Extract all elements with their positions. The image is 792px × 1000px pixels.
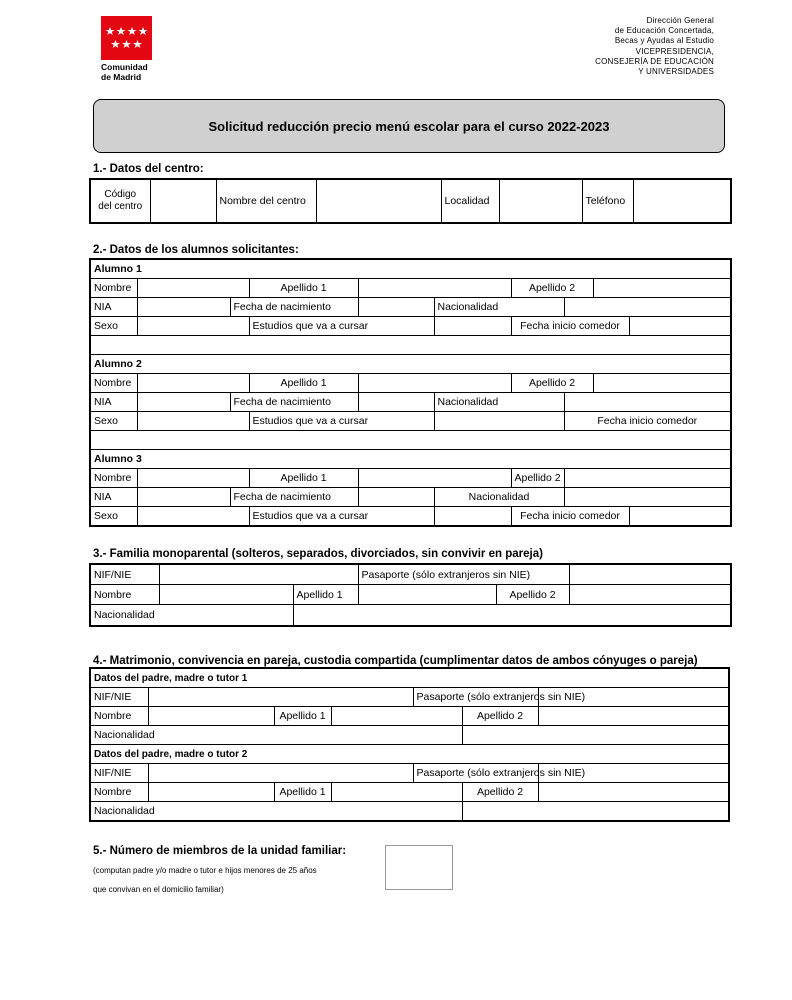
apellido1-label: Apellido 1 (293, 585, 358, 605)
nombre-field[interactable] (159, 585, 293, 605)
tutor-2-header: Datos del padre, madre o tutor 2 (90, 745, 729, 764)
section-3-title: 3.- Familia monoparental (solteros, separados, divorciados, sin convivir en pareja) (93, 548, 543, 560)
spacer-row (90, 336, 731, 355)
fecha-comedor-label: Fecha inicio comedor (564, 412, 731, 431)
nia-field[interactable] (137, 488, 230, 507)
apellido1-field[interactable] (358, 469, 511, 488)
apellido2-label: Apellido 2 (462, 707, 538, 726)
apellido1-field[interactable] (331, 707, 462, 726)
nacionalidad-field[interactable] (564, 488, 731, 507)
apellido2-label: Apellido 2 (511, 279, 593, 298)
monoparental-table (89, 563, 732, 627)
nia-label: NIA (90, 393, 137, 412)
logo-text (101, 62, 148, 82)
estudios-label: Estudios que va a cursar (249, 412, 434, 431)
alumno-2-header: Alumno 2 (90, 355, 731, 374)
pasaporte-label: Pasaporte (sólo extranjeros sin NIE) (358, 564, 569, 585)
localidad-field[interactable] (499, 179, 582, 223)
alumno-1-header: Alumno 1 (90, 259, 731, 279)
org-line: VICEPRESIDENCIA, (635, 46, 714, 56)
localidad-label: Localidad (441, 179, 499, 223)
nombre-field[interactable] (137, 469, 249, 488)
apellido2-field[interactable] (538, 707, 729, 726)
apellido2-label: Apellido 2 (462, 783, 538, 802)
estudios-field[interactable] (434, 317, 511, 336)
nacionalidad-field[interactable] (462, 726, 729, 745)
sexo-label: Sexo (90, 507, 137, 527)
apellido1-label: Apellido 1 (249, 374, 358, 393)
sexo-field[interactable] (137, 317, 249, 336)
nombre-centro-field[interactable] (316, 179, 441, 223)
nacionalidad-label: Nacionalidad (90, 802, 462, 822)
nif-field[interactable] (148, 688, 413, 707)
fecha-comedor-label: Fecha inicio comedor (511, 317, 629, 336)
estudios-field[interactable] (434, 412, 564, 431)
nia-field[interactable] (137, 298, 230, 317)
logo-flag (101, 16, 152, 60)
alumno-3-header: Alumno 3 (90, 450, 731, 469)
sexo-field[interactable] (137, 507, 249, 527)
section-2-title: 2.- Datos de los alumnos solicitantes: (93, 244, 299, 256)
fecha-nacimiento-field[interactable] (358, 488, 434, 507)
logo-line-2: de Madrid (101, 72, 142, 82)
miembros-unidad-familiar-field[interactable] (385, 845, 453, 890)
apellido2-field[interactable] (569, 585, 731, 605)
pasaporte-label: Pasaporte (sólo extranjeros sin NIE) (413, 688, 538, 707)
org-line: CONSEJERÍA DE EDUCACIÓN (595, 56, 714, 66)
nombre-field[interactable] (137, 374, 249, 393)
org-line: Dirección General (646, 16, 714, 25)
estudios-label: Estudios que va a cursar (249, 507, 434, 527)
apellido1-label: Apellido 1 (274, 783, 331, 802)
apellido2-label: Apellido 2 (496, 585, 569, 605)
pasaporte-label: Pasaporte (sólo extranjeros sin NIE) (413, 764, 538, 783)
sexo-label: Sexo (90, 317, 137, 336)
org-line: Becas y Ayudas al Estudio (614, 36, 714, 46)
form-title: Solicitud reducción precio menú escolar para el curso 2022-2023 (93, 99, 725, 153)
nombre-centro-label: Nombre del centro (216, 179, 316, 223)
centro-table (89, 178, 732, 224)
nombre-label: Nombre (90, 279, 137, 298)
fecha-comedor-field[interactable] (629, 507, 731, 527)
alumnos-table (89, 258, 732, 527)
nacionalidad-field[interactable] (564, 393, 731, 412)
fecha-comedor-label: Fecha inicio comedor (511, 507, 629, 527)
sexo-field[interactable] (137, 412, 249, 431)
nombre-field[interactable] (137, 279, 249, 298)
codigo-centro-field[interactable] (150, 179, 216, 223)
apellido1-field[interactable] (358, 279, 511, 298)
apellido1-label: Apellido 1 (274, 707, 331, 726)
note-line-2: que convivan en el domicilio familiar) (93, 885, 224, 894)
logo-line-1: Comunidad (101, 62, 148, 72)
organization-header (595, 16, 714, 77)
nacionalidad-label: Nacionalidad (434, 488, 564, 507)
nacionalidad-field[interactable] (462, 802, 729, 822)
fecha-nacimiento-label: Fecha de nacimiento (230, 488, 358, 507)
nombre-field[interactable] (148, 783, 274, 802)
telefono-field[interactable] (633, 179, 731, 223)
fecha-nacimiento-label: Fecha de nacimiento (230, 393, 358, 412)
nif-label: NIF/NIE (90, 764, 148, 783)
section-5-note (93, 861, 317, 899)
fecha-nacimiento-field[interactable] (358, 393, 434, 412)
apellido1-field[interactable] (358, 374, 511, 393)
estudios-label: Estudios que va a cursar (249, 317, 434, 336)
pasaporte-field[interactable] (569, 564, 731, 585)
nombre-label: Nombre (90, 783, 148, 802)
tutor-1-header: Datos del padre, madre o tutor 1 (90, 668, 729, 688)
nif-field[interactable] (159, 564, 358, 585)
note-line-1: (computan padre y/o madre o tutor e hijos menores de 25 años (93, 866, 317, 875)
apellido2-field[interactable] (538, 783, 729, 802)
nombre-label: Nombre (90, 374, 137, 393)
apellido1-label: Apellido 1 (249, 469, 358, 488)
fecha-nacimiento-label: Fecha de nacimiento (230, 298, 358, 317)
nombre-label: Nombre (90, 469, 137, 488)
apellido1-field[interactable] (331, 783, 462, 802)
matrimonio-table (89, 667, 730, 822)
fecha-nacimiento-field[interactable] (358, 298, 434, 317)
apellido2-field[interactable] (593, 374, 731, 393)
nacionalidad-field[interactable] (293, 605, 731, 627)
sexo-label: Sexo (90, 412, 137, 431)
nia-label: NIA (90, 298, 137, 317)
spacer-row (90, 431, 731, 450)
apellido2-label: Apellido 2 (511, 469, 564, 488)
nacionalidad-field[interactable] (564, 298, 731, 317)
apellido1-label: Apellido 1 (249, 279, 358, 298)
apellido2-label: Apellido 2 (511, 374, 593, 393)
nombre-label: Nombre (90, 585, 159, 605)
org-line: Y UNIVERSIDADES (638, 67, 714, 77)
nif-label: NIF/NIE (90, 688, 148, 707)
nacionalidad-label: Nacionalidad (434, 393, 564, 412)
org-line: de Educación Concertada, (614, 26, 714, 36)
nif-label: NIF/NIE (90, 564, 159, 585)
section-1-title: 1.- Datos del centro: (93, 163, 204, 175)
apellido2-field[interactable] (564, 469, 731, 488)
section-4-title: 4.- Matrimonio, convivencia en pareja, custodia compartida (cumplimentar datos de ambos cónyuges o pareja) (93, 655, 698, 667)
apellido1-field[interactable] (358, 585, 496, 605)
fecha-comedor-field[interactable] (629, 317, 731, 336)
nombre-field[interactable] (148, 707, 274, 726)
nia-field[interactable] (137, 393, 230, 412)
codigo-centro-label: Código del centro (90, 179, 150, 223)
nia-label: NIA (90, 488, 137, 507)
nacionalidad-label: Nacionalidad (90, 605, 293, 627)
telefono-label: Teléfono (582, 179, 633, 223)
estudios-field[interactable] (434, 507, 511, 527)
section-5-title: 5.- Número de miembros de la unidad familiar: (93, 845, 347, 857)
nacionalidad-label: Nacionalidad (90, 726, 462, 745)
nombre-label: Nombre (90, 707, 148, 726)
apellido2-field[interactable] (593, 279, 731, 298)
nacionalidad-label: Nacionalidad (434, 298, 564, 317)
nif-field[interactable] (148, 764, 413, 783)
